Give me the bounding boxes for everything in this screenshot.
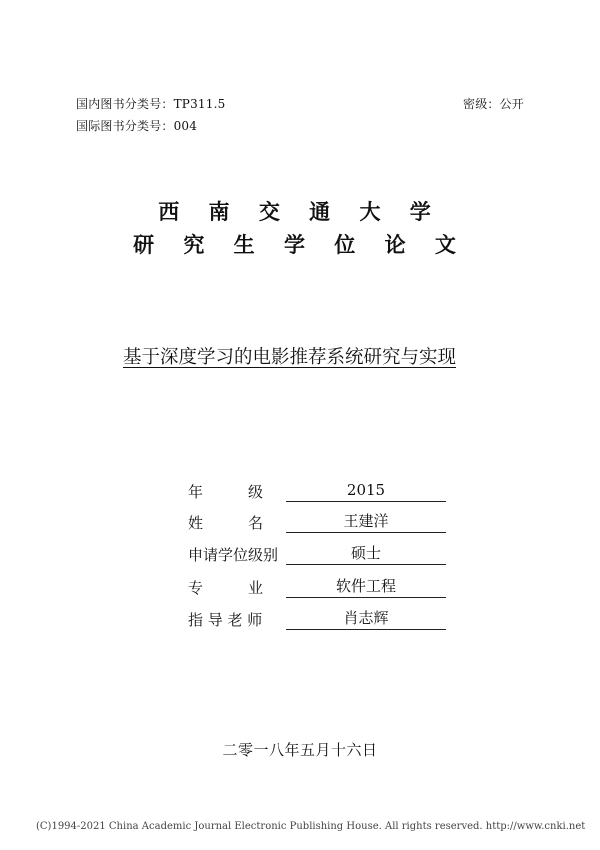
info-label: 年 级 — [188, 483, 264, 501]
info-label: 申请学位级别 — [188, 546, 279, 564]
info-label: 姓 名 — [188, 514, 264, 532]
domestic-classification: 国内图书分类号：TP311.5 — [76, 97, 226, 111]
university-name: 西 南 交 通 大 学 — [158, 199, 442, 224]
info-label: 指 导 老 师 — [188, 611, 263, 629]
info-value: 软件工程 — [286, 577, 446, 598]
info-value: 王建洋 — [286, 512, 446, 533]
submission-date: 二零一八年五月十六日 — [222, 741, 378, 759]
security-level: 密级：公开 — [463, 97, 525, 111]
info-row-advisor — [188, 609, 448, 633]
document-type: 研 究 生 学 位 论 文 — [133, 232, 467, 257]
copyright-footer: (C)1994-2021 China Academic Journal Electronic Publishing House. All rights reserved. http://www.cnki.net — [36, 821, 586, 832]
info-row-grade — [188, 481, 448, 505]
thesis-title: 基于深度学习的电影推荐系统研究与实现 — [123, 347, 457, 368]
info-row-name — [188, 512, 448, 536]
international-classification: 国际图书分类号：004 — [76, 119, 198, 133]
info-label: 专 业 — [188, 579, 264, 597]
info-row-degree — [188, 544, 448, 568]
info-row-major — [188, 577, 448, 601]
info-value: 2015 — [286, 481, 446, 502]
info-value: 肖志辉 — [286, 609, 446, 630]
info-value: 硕士 — [286, 544, 446, 565]
